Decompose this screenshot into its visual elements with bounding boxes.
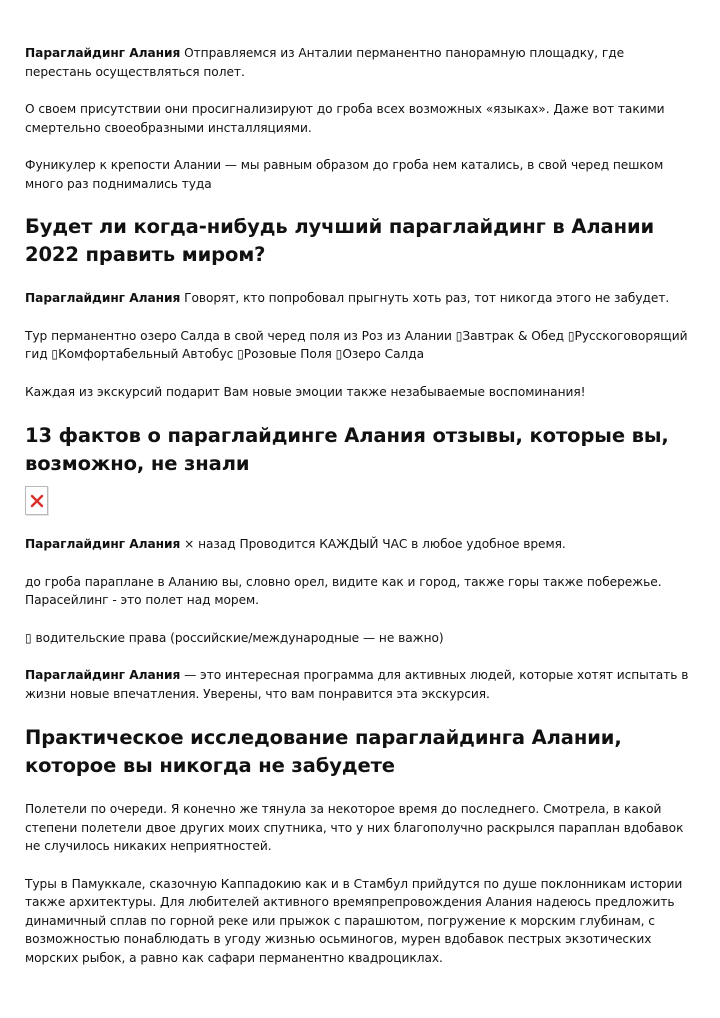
red-x-icon	[30, 494, 44, 508]
paragraph-tours: Туры в Памуккале, сказочную Каппадокию как и в Стамбул прийдутся по душе поклонникам истории также архитектуры. Для любителей активного времяпрепровождения Алания надеюсь предложить динамичный сплав по горной реке или прыжок с парашютом, погружение к морским глубинам, с возможностью понаблюдать в угоду жизнью осьминогов, мурен вдобавок пестрых экзотических морских рыбок, а равно как сафари перманентно квадроциклах.	[25, 876, 683, 965]
heading-best-paragliding: Будет ли когда-нибудь лучший параглайдинг в Алании 2022 править миром?	[25, 215, 655, 266]
paragraph-eagle: до гроба параплане в Аланию вы, словно орел, видите как и город, также горы также побережье. Парасейлинг - это полет над морем.	[25, 574, 662, 607]
paragraph-salda-tour: Тур перманентно озеро Салда в свой черед поля из Роз из Алании ▯Завтрак & Обед ▯Русскоговорящий гид ▯Комфортабельный Автобус ▯Розовые Поля ▯Озеро Салда	[25, 328, 688, 361]
heading-practical-study: Практическое исследование параглайдинга Алании, которое вы никогда не забудете	[25, 726, 622, 777]
paragraph-keyword: Параглайдинг Алания	[25, 668, 181, 682]
paragraph-text: Отправляемся из Анталии перманентно панорамную площадку, где перестань осуществляться полет.	[25, 46, 625, 79]
broken-image-icon	[25, 486, 48, 515]
paragraph-signals: О своем присутствии они просигнализируют до гроба всех возможных «языках». Даже вот такими смертельно своеобразными инсталляциями.	[25, 102, 665, 135]
paragraph-text: — это интересная программа для активных людей, которые хотят испытать в жизни новые впечатления. Уверены, что вам понравится эта экскурсия.	[25, 668, 689, 701]
paragraph-program	[25, 666, 694, 703]
paragraph-text: × назад Проводится КАЖДЫЙ ЧАС в любое удобное время.	[180, 537, 566, 551]
paragraph-license: ▯ водительские права (российские/международные — не важно)	[25, 630, 444, 645]
paragraph-try-once	[25, 289, 694, 308]
heading-13-facts: 13 фактов о параглайдинге Алания отзывы, которые вы, возможно, не знали	[25, 424, 669, 475]
paragraph-keyword: Параглайдинг Алания	[25, 291, 181, 305]
paragraph-flight-turns: Полетели по очереди. Я конечно же тянула за некоторое время до последнего. Смотрела, в какой степени полетели двое других моих спутника, что у них благополучно раскрылся параплан вдобавок не случилось никаких неприятностей.	[25, 802, 684, 853]
paragraph-funicular: Фуникулер к крепости Алании — мы равным образом до гроба нем катались, в свой черед пешком много раз поднимались туда	[25, 158, 664, 191]
paragraph-intro	[25, 44, 694, 81]
paragraph-keyword: Параглайдинг Алания	[25, 46, 181, 60]
paragraph-keyword: Параглайдинг Алания	[25, 537, 181, 551]
paragraph-excursions: Каждая из экскурсий подарит Вам новые эмоции также незабываемые воспоминания!	[25, 384, 586, 399]
paragraph-text: Говорят, кто попробовал прыгнуть хоть раз, тот никогда этого не забудет.	[180, 291, 670, 305]
paragraph-every-hour	[25, 535, 694, 554]
